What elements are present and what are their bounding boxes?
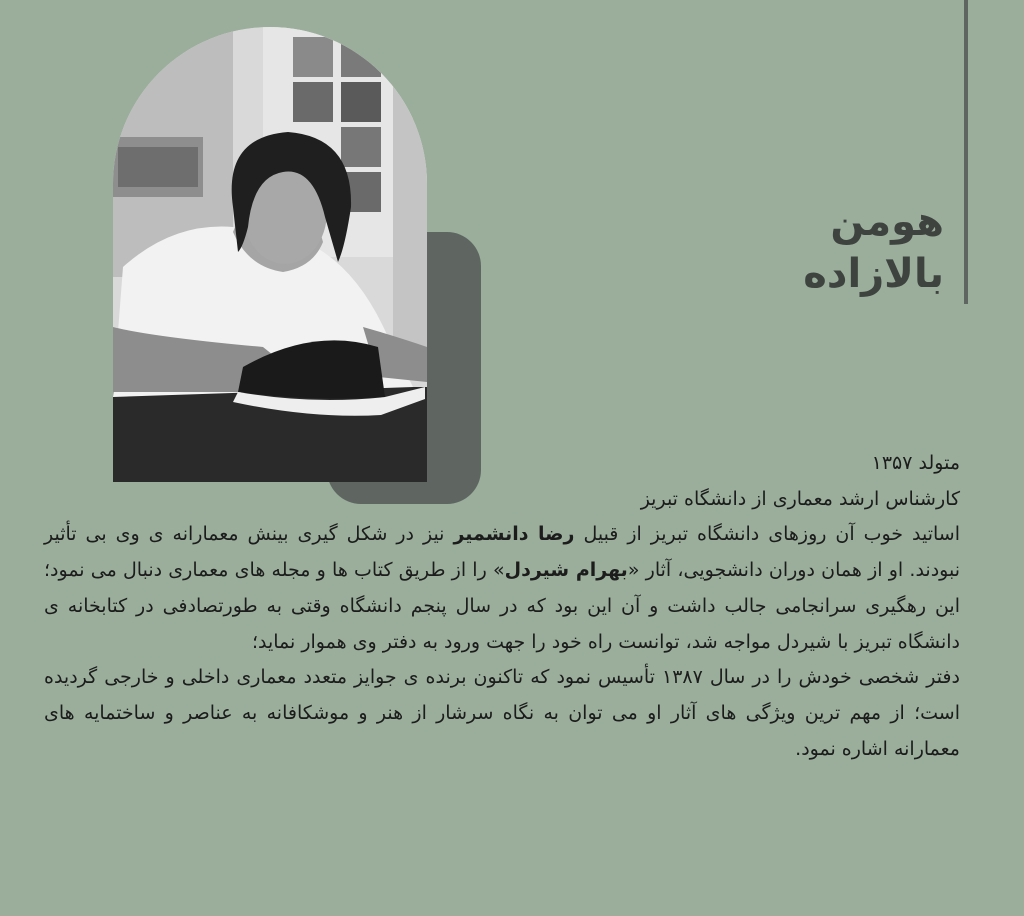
last-name: بالازاده (803, 251, 944, 297)
bio-paragraph-1 (44, 517, 960, 660)
bio-p1-bold-name-1: رضا دانشمیر (453, 523, 575, 546)
decorative-vertical-line (964, 0, 968, 304)
birth-line: متولد ۱۳۵۷ (871, 452, 960, 474)
bio-p1-text-b: نیز در شکل گیری بینش معمارانه ی وی بی تأثیر نبودند. او از همان دوران دانشجویی، آثار « (44, 523, 960, 582)
first-name: هومن (830, 199, 944, 245)
person-name (803, 196, 944, 300)
portrait-photo (113, 27, 427, 482)
bio-p1-text-c: » را از طریق کتاب ها و مجله های معماری دنبال می نمود؛ این رهگیری سرانجامی جالب داشت و آن این بود که در سال پنجم دانشگاه وقتی به طورتصادفی در کتابخانه ی دانشگاه تبریز با شیردل مواجه شد، توانست راه خود را جهت ورود به دفتر وی هموار نماید؛ (44, 559, 960, 653)
bio-p1-bold-name-2: بهرام شیردل (504, 559, 628, 582)
bio-p1-text-a: اساتید خوب آن روزهای دانشگاه تبریز از قبیل (574, 523, 961, 546)
biography-text (44, 446, 960, 767)
degree-line: کارشناس ارشد معماری از دانشگاه تبریز (640, 487, 960, 510)
bio-paragraph-2: دفتر شخصی خودش را در سال ۱۳۸۷ تأسیس نمود که تاکنون برنده ی جوایز متعدد معماری داخلی و خارجی گردیده است؛ از مهم ترین ویژگی های آثار او می توان به نگاه سرشار از هنر و موشکافانه به عناصر و ساختمایه های معمارانه اشاره نمود. (44, 666, 960, 760)
